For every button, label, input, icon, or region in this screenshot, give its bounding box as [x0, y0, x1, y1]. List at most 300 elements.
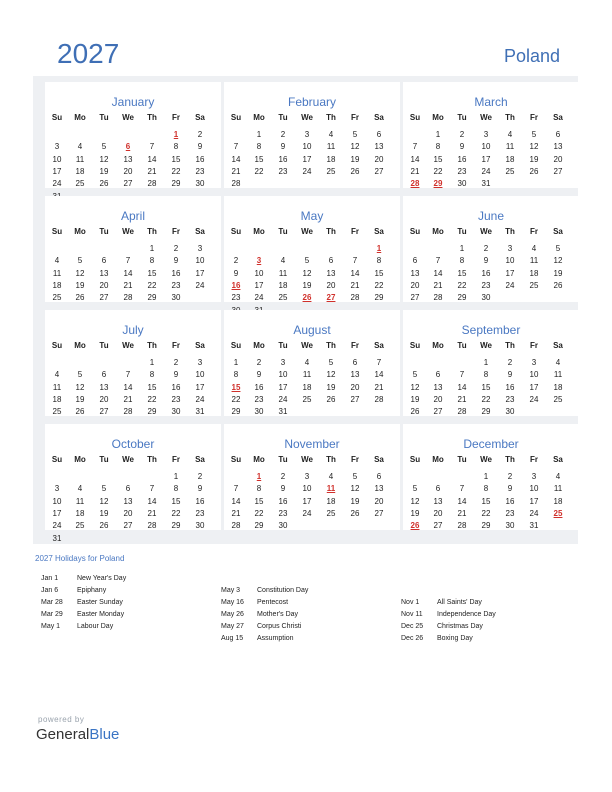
holiday-column: [221, 585, 391, 645]
week-row: [403, 406, 579, 418]
day-cell: 7: [435, 256, 441, 266]
day-cell: 31: [529, 521, 539, 531]
day-cell: 30: [195, 521, 205, 531]
week-row: [45, 533, 221, 545]
day-cell: 9: [507, 484, 513, 494]
day-cell: 18: [75, 508, 85, 518]
weekday-label: Sa: [195, 455, 205, 464]
day-cell: 13: [433, 496, 443, 506]
weekday-label: Su: [230, 113, 242, 122]
day-cell: 30: [195, 179, 205, 189]
day-cell: 29: [481, 407, 491, 417]
day-cell: 30: [278, 521, 288, 531]
weekday-label: Th: [147, 227, 157, 236]
country-title: Poland: [503, 46, 560, 66]
day-cell: 15: [433, 154, 443, 164]
day-cell: 18: [278, 280, 288, 290]
day-cell: 2: [256, 358, 262, 367]
day-cell: 8: [483, 484, 489, 494]
day-cell: 11: [326, 142, 336, 152]
week-row: [45, 520, 221, 532]
day-cell: 6: [555, 130, 561, 139]
weekday-label: Mo: [432, 455, 444, 464]
day-cell: 30: [171, 293, 181, 303]
day-cell: 20: [123, 508, 133, 518]
weekday-label: Mo: [432, 227, 444, 236]
weekday-label: Th: [326, 227, 336, 236]
weekday-label: Tu: [278, 227, 288, 236]
day-cell: 17: [302, 154, 312, 164]
week-row: [403, 255, 579, 267]
day-cell: 26: [75, 293, 85, 303]
day-cell: 4: [328, 472, 334, 481]
day-cell: 6: [328, 256, 334, 266]
day-cell: 25: [326, 166, 336, 176]
day-cell: 1: [233, 358, 239, 367]
day-cell: 22: [374, 280, 384, 290]
day-cell: 7: [233, 484, 239, 494]
week-row: [45, 357, 221, 369]
day-cell: 8: [435, 142, 441, 152]
day-cell: 1: [256, 130, 262, 139]
day-cell: 30: [481, 293, 491, 303]
month-august: [224, 310, 400, 416]
day-cell: 10: [278, 370, 288, 380]
month-title: December: [463, 437, 519, 451]
weekday-label: Fr: [351, 227, 359, 236]
month-february: [224, 82, 400, 188]
week-row: [224, 166, 400, 178]
day-cell: 26: [553, 280, 563, 290]
weekday-label: Tu: [99, 113, 109, 122]
day-cell: 10: [302, 142, 312, 152]
day-cell: 29: [147, 293, 157, 303]
week-row: [224, 369, 400, 381]
day-cell: 23: [254, 394, 264, 404]
day-cell: 22: [254, 508, 264, 518]
day-cell: 4: [54, 256, 60, 266]
weekday-label: Su: [51, 227, 63, 236]
weekday-label: Th: [505, 113, 515, 122]
holiday-row: [221, 585, 391, 597]
day-cell: 7: [149, 142, 155, 152]
weekday-label: Fr: [530, 341, 538, 350]
day-cell: 11: [52, 382, 62, 392]
weekday-label: Sa: [195, 227, 205, 236]
day-cell: 16: [195, 496, 205, 506]
weekday-label: Fr: [351, 341, 359, 350]
day-cell: 21: [231, 508, 241, 518]
day-cell: 21: [147, 166, 157, 176]
day-cell: 19: [410, 508, 420, 518]
powered-by-text: powered by: [38, 715, 85, 724]
day-cell: 12: [302, 268, 312, 278]
day-cell: 27: [123, 521, 133, 531]
day-cell: 18: [75, 166, 85, 176]
day-cell: 5: [77, 370, 83, 380]
day-cell: 22: [171, 166, 181, 176]
month-title: January: [111, 95, 155, 109]
day-cell: 2: [197, 130, 203, 139]
holiday-name: Labour Day: [77, 623, 114, 630]
week-row: [45, 369, 221, 381]
day-cell: 12: [99, 496, 109, 506]
day-cell: 27: [433, 407, 443, 417]
month-title: October: [111, 437, 155, 451]
day-cell: 12: [410, 382, 420, 392]
weekday-header: [45, 454, 221, 466]
day-cell: 3: [197, 358, 203, 367]
week-row: [403, 280, 579, 292]
week-row: [224, 243, 400, 255]
weekday-label: Su: [409, 455, 421, 464]
day-cell: 1: [149, 244, 155, 253]
month-january: [45, 82, 221, 188]
day-cell: 28: [123, 293, 133, 303]
day-cell: 17: [278, 382, 288, 392]
day-cell: 25: [529, 280, 539, 290]
week-row: [403, 141, 579, 153]
day-cell: 28: [147, 521, 157, 531]
calendar-grid: [33, 76, 578, 544]
weekday-label: Mo: [74, 455, 86, 464]
weekday-label: Tu: [278, 113, 288, 122]
day-cell: 24: [195, 394, 205, 404]
day-cell: 22: [481, 394, 491, 404]
day-cell: 24: [529, 394, 539, 404]
weekday-label: Fr: [530, 455, 538, 464]
week-row: [403, 292, 579, 304]
weekday-header: [403, 112, 579, 124]
day-cell: 31: [278, 407, 288, 417]
day-cell: 27: [410, 293, 420, 303]
day-cell: 3: [54, 142, 60, 152]
day-cell: 2: [173, 244, 179, 253]
day-cell: 2: [459, 130, 465, 139]
day-cell: 17: [195, 268, 205, 278]
day-cell: 24: [302, 508, 312, 518]
day-cell: 14: [374, 370, 384, 380]
day-cell: 8: [173, 484, 179, 494]
holiday-row: [41, 573, 211, 585]
day-cell: 2: [483, 244, 489, 253]
day-cell: 27: [99, 293, 109, 303]
day-cell: 7: [376, 358, 382, 367]
day-cell: 18: [52, 280, 62, 290]
day-cell: 22: [147, 394, 157, 404]
day-cell: 26: [410, 407, 420, 417]
day-cell: 16: [457, 154, 467, 164]
weekday-label: Su: [230, 455, 242, 464]
day-cell: 18: [302, 382, 312, 392]
holidays-title: 2027 Holidays for Poland: [35, 554, 125, 563]
day-cell: 1: [459, 244, 465, 253]
week-row: [224, 496, 400, 508]
day-cell: 25: [326, 508, 336, 518]
day-cell: 5: [328, 358, 334, 367]
day-cell: 28: [457, 521, 467, 531]
holiday-name: Independence Day: [437, 611, 496, 618]
day-cell: 14: [123, 382, 133, 392]
day-cell: 21: [433, 280, 443, 290]
day-cell: 5: [304, 256, 310, 266]
day-cell: 2: [507, 358, 513, 367]
day-cell: 7: [412, 142, 418, 152]
weekday-label: Fr: [172, 455, 180, 464]
weekday-label: We: [301, 341, 313, 350]
day-cell: 27: [374, 508, 384, 518]
weekday-header: [224, 112, 400, 124]
day-cell: 5: [352, 130, 358, 139]
day-cell: 3: [304, 130, 310, 139]
week-row: [403, 154, 579, 166]
month-title: June: [477, 209, 505, 223]
day-cell: 17: [52, 508, 62, 518]
day-cell: 21: [350, 280, 360, 290]
day-cell: 9: [256, 370, 262, 380]
day-cell: 26: [350, 166, 360, 176]
day-cell: 26: [350, 508, 360, 518]
day-cell: 8: [483, 370, 489, 380]
day-cell: 14: [410, 154, 420, 164]
holiday-date: May 26: [221, 611, 244, 618]
day-cell: 14: [457, 382, 467, 392]
day-cell: 21: [457, 508, 467, 518]
weekday-header: [224, 454, 400, 466]
day-cell: 7: [459, 484, 465, 494]
weekday-header: [45, 112, 221, 124]
day-cell: 5: [555, 244, 561, 253]
day-cell: 18: [553, 496, 563, 506]
week-row: [224, 394, 400, 406]
day-cell: 11: [52, 268, 62, 278]
day-cell: 8: [149, 370, 155, 380]
week-row: [224, 268, 400, 280]
day-cell: 2: [233, 256, 239, 266]
month-november: [224, 424, 400, 530]
day-cell: 4: [77, 484, 83, 494]
day-cell: 17: [529, 496, 539, 506]
weekday-label: Su: [51, 341, 63, 350]
day-cell: 25: [75, 521, 85, 531]
day-cell: 18: [52, 394, 62, 404]
holiday-name: All Saints' Day: [437, 599, 482, 606]
holiday-name: Constitution Day: [257, 587, 309, 594]
day-cell: 20: [350, 382, 360, 392]
weekday-label: Su: [409, 113, 421, 122]
weekday-label: We: [480, 455, 492, 464]
day-cell: 23: [278, 508, 288, 518]
week-row: [45, 141, 221, 153]
day-cell: 14: [433, 268, 443, 278]
brand-general: General: [36, 726, 90, 743]
weekday-label: Mo: [74, 113, 86, 122]
day-cell: 6: [101, 370, 107, 380]
day-cell: 27: [350, 394, 360, 404]
day-cell: 16: [254, 382, 264, 392]
holiday-row: [41, 609, 211, 621]
day-cell: 10: [52, 496, 62, 506]
holiday-date: Jan 1: [41, 575, 59, 582]
year-title: 2027: [57, 38, 120, 69]
day-cell: 25: [553, 394, 563, 404]
day-cell: 20: [326, 280, 336, 290]
day-cell: 9: [173, 256, 179, 266]
holiday-day: 28: [410, 179, 420, 189]
day-cell: 11: [75, 496, 85, 506]
day-cell: 31: [52, 533, 62, 543]
day-cell: 21: [374, 382, 384, 392]
day-cell: 29: [171, 179, 181, 189]
day-cell: 15: [171, 496, 181, 506]
day-cell: 6: [101, 256, 107, 266]
holiday-name: Pentecost: [257, 599, 289, 606]
day-cell: 20: [433, 508, 443, 518]
day-cell: 14: [147, 496, 157, 506]
weekday-label: Su: [51, 455, 63, 464]
weekday-label: We: [122, 227, 134, 236]
holiday-day: 27: [326, 293, 336, 303]
week-row: [224, 292, 400, 304]
day-cell: 22: [457, 280, 467, 290]
day-cell: 11: [553, 484, 563, 494]
day-cell: 4: [507, 130, 513, 139]
weekday-label: Sa: [374, 455, 384, 464]
day-cell: 13: [410, 268, 420, 278]
day-cell: 9: [507, 370, 513, 380]
day-cell: 10: [529, 484, 539, 494]
holiday-name: Easter Monday: [77, 611, 125, 618]
holiday-column: [41, 573, 211, 633]
day-cell: 3: [507, 244, 513, 253]
day-cell: 25: [302, 394, 312, 404]
brand-blue: Blue: [89, 726, 120, 743]
day-cell: 16: [505, 496, 515, 506]
day-cell: 31: [481, 179, 491, 189]
month-title: March: [474, 95, 508, 109]
day-cell: 24: [52, 179, 62, 189]
day-cell: 16: [171, 268, 181, 278]
day-cell: 2: [280, 130, 286, 139]
week-row: [224, 382, 400, 394]
holiday-name: Corpus Christi: [257, 623, 302, 630]
week-row: [403, 394, 579, 406]
holiday-name: Boxing Day: [437, 635, 473, 642]
month-april: [45, 196, 221, 302]
day-cell: 13: [326, 268, 336, 278]
holiday-day: 26: [410, 521, 420, 531]
week-row: [403, 483, 579, 495]
day-cell: 7: [352, 256, 358, 266]
day-cell: 25: [278, 293, 288, 303]
holiday-day: 3: [256, 256, 262, 266]
weekday-label: Sa: [374, 227, 384, 236]
day-cell: 15: [147, 382, 157, 392]
day-cell: 24: [278, 394, 288, 404]
day-cell: 23: [195, 508, 205, 518]
holiday-date: May 3: [221, 587, 241, 594]
day-cell: 30: [254, 407, 264, 417]
weekday-label: Th: [505, 455, 515, 464]
day-cell: 6: [125, 484, 131, 494]
day-cell: 5: [412, 370, 418, 380]
month-march: [403, 82, 579, 188]
day-cell: 19: [350, 154, 360, 164]
weekday-label: We: [480, 113, 492, 122]
holiday-day: 29: [433, 179, 443, 189]
holiday-name: Assumption: [257, 635, 294, 642]
holiday-row: [221, 633, 391, 645]
day-cell: 29: [457, 293, 467, 303]
week-row: [45, 483, 221, 495]
generalblue-logo[interactable]: [36, 726, 119, 743]
day-cell: 6: [412, 256, 418, 266]
day-cell: 27: [99, 407, 109, 417]
day-cell: 4: [280, 256, 286, 266]
weekday-label: Sa: [195, 113, 205, 122]
week-row: [403, 471, 579, 483]
day-cell: 8: [149, 256, 155, 266]
week-row: [45, 508, 221, 520]
weekday-header: [403, 226, 579, 238]
day-cell: 27: [553, 166, 563, 176]
day-cell: 9: [459, 142, 465, 152]
weekday-label: We: [122, 113, 134, 122]
day-cell: 29: [147, 407, 157, 417]
month-title: May: [300, 209, 324, 223]
holiday-name: Easter Sunday: [77, 599, 123, 606]
week-row: [45, 394, 221, 406]
day-cell: 22: [433, 166, 443, 176]
holiday-day: 1: [376, 244, 382, 253]
month-september: [403, 310, 579, 416]
weekday-label: Tu: [99, 341, 109, 350]
day-cell: 18: [326, 154, 336, 164]
day-cell: 2: [173, 358, 179, 367]
day-cell: 10: [505, 256, 515, 266]
holiday-row: [41, 585, 211, 597]
month-june: [403, 196, 579, 302]
week-row: [45, 255, 221, 267]
weekday-label: Su: [230, 227, 242, 236]
day-cell: 15: [254, 496, 264, 506]
holiday-date: Dec 25: [401, 623, 424, 630]
day-cell: 19: [75, 394, 85, 404]
week-row: [45, 382, 221, 394]
weekday-label: Fr: [172, 341, 180, 350]
day-cell: 2: [507, 472, 513, 481]
week-row: [403, 268, 579, 280]
day-cell: 1: [173, 472, 179, 481]
week-row: [403, 243, 579, 255]
day-cell: 26: [99, 179, 109, 189]
weekday-label: Th: [147, 341, 157, 350]
day-cell: 12: [99, 154, 109, 164]
day-cell: 13: [99, 268, 109, 278]
day-cell: 4: [328, 130, 334, 139]
day-cell: 23: [481, 280, 491, 290]
holiday-day: 16: [231, 280, 241, 290]
week-row: [403, 369, 579, 381]
day-cell: 1: [483, 358, 489, 367]
day-cell: 24: [195, 280, 205, 290]
day-cell: 3: [280, 358, 286, 367]
weekday-label: We: [122, 341, 134, 350]
weekday-label: We: [301, 455, 313, 464]
weekday-label: Fr: [351, 113, 359, 122]
day-cell: 29: [481, 521, 491, 531]
holiday-date: Mar 29: [41, 611, 63, 618]
